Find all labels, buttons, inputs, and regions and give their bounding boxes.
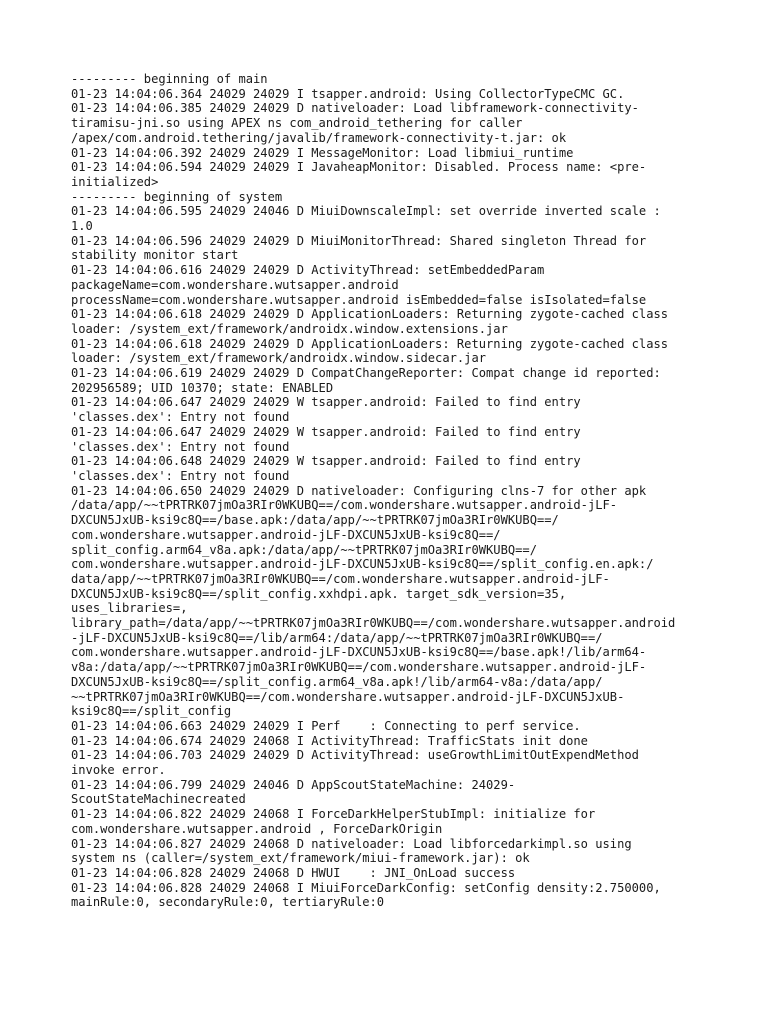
- log-line: initialized>: [71, 174, 159, 189]
- log-line: /apex/com.android.tethering/javalib/framework-connectivity-t.jar: ok: [71, 130, 567, 145]
- log-line: processName=com.wondershare.wutsapper.android isEmbedded=false isIsolated=false: [71, 292, 647, 307]
- log-line: 01-23 14:04:06.828 24029 24068 I MiuiForceDarkConfig: setConfig density:2.750000,: [71, 880, 661, 895]
- log-line: 01-23 14:04:06.385 24029 24029 D nativeloader: Load libframework-connectivity-: [71, 101, 639, 116]
- log-line: packageName=com.wondershare.wutsapper.android: [71, 277, 399, 292]
- log-line: 'classes.dex': Entry not found: [71, 410, 290, 425]
- log-line: data/app/~~tPRTRK07jmOa3RIr0WKUBQ==/com.wondershare.wutsapper.android-jLF-: [71, 571, 610, 586]
- log-line: 'classes.dex': Entry not found: [71, 439, 290, 454]
- log-line: DXCUN5JxUB-ksi9c8Q==/base.apk:/data/app/~~tPRTRK07jmOa3RIr0WKUBQ==/: [71, 513, 559, 528]
- log-line: 01-23 14:04:06.616 24029 24029 D ActivityThread: setEmbeddedParam: [71, 263, 545, 278]
- log-line: 'classes.dex': Entry not found: [71, 468, 290, 483]
- log-line: -jLF-DXCUN5JxUB-ksi9c8Q==/lib/arm64:/data/app/~~tPRTRK07jmOa3RIr0WKUBQ==/: [71, 630, 603, 645]
- log-line: loader: /system_ext/framework/androidx.window.extensions.jar: [71, 321, 508, 336]
- log-line: --------- beginning of main: [71, 72, 268, 86]
- log-line: 01-23 14:04:06.595 24029 24046 D MiuiDownscaleImpl: set override inverted scale :: [71, 204, 661, 219]
- log-line: --------- beginning of system: [71, 189, 283, 204]
- log-line: 01-23 14:04:06.828 24029 24068 D HWUI : JNI_OnLoad success: [71, 865, 516, 880]
- log-line: 01-23 14:04:06.647 24029 24029 W tsapper.android: Failed to find entry: [71, 395, 581, 410]
- log-line: 01-23 14:04:06.594 24029 24029 I JavaheapMonitor: Disabled. Process name: <pre-: [71, 160, 647, 175]
- log-line: 01-23 14:04:06.703 24029 24029 D ActivityThread: useGrowthLimitOutExpendMethod: [71, 748, 639, 763]
- log-line: v8a:/data/app/~~tPRTRK07jmOa3RIr0WKUBQ==/com.wondershare.wutsapper.android-jLF-: [71, 660, 647, 675]
- log-line: library_path=/data/app/~~tPRTRK07jmOa3RIr0WKUBQ==/com.wondershare.wutsapper.android: [71, 616, 676, 631]
- log-text-block: [71, 72, 711, 910]
- log-line: split_config.arm64_v8a.apk:/data/app/~~tPRTRK07jmOa3RIr0WKUBQ==/: [71, 542, 537, 557]
- log-line: 01-23 14:04:06.392 24029 24029 I MessageMonitor: Load libmiui_runtime: [71, 145, 574, 160]
- log-line: ksi9c8Q==/split_config: [71, 704, 232, 719]
- log-line: com.wondershare.wutsapper.android , ForceDarkOrigin: [71, 821, 443, 836]
- log-line: /data/app/~~tPRTRK07jmOa3RIr0WKUBQ==/com.wondershare.wutsapper.android-jLF-: [71, 498, 618, 513]
- log-line: 01-23 14:04:06.674 24029 24068 I ActivityThread: TrafficStats init done: [71, 733, 588, 748]
- log-line: 01-23 14:04:06.618 24029 24029 D ApplicationLoaders: Returning zygote-cached class: [71, 307, 669, 322]
- log-line: system ns (caller=/system_ext/framework/miui-framework.jar): ok: [71, 851, 530, 866]
- log-line: 01-23 14:04:06.822 24029 24068 I ForceDarkHelperStubImpl: initialize for: [71, 807, 596, 822]
- log-line: com.wondershare.wutsapper.android-jLF-DXCUN5JxUB-ksi9c8Q==/: [71, 527, 501, 542]
- log-line: loader: /system_ext/framework/androidx.window.sidecar.jar: [71, 351, 487, 366]
- log-line: invoke error.: [71, 763, 166, 778]
- log-line: 01-23 14:04:06.619 24029 24029 D CompatChangeReporter: Compat change id reported:: [71, 366, 661, 381]
- log-line: 01-23 14:04:06.618 24029 24029 D ApplicationLoaders: Returning zygote-cached class: [71, 336, 669, 351]
- log-line: 01-23 14:04:06.827 24029 24068 D nativeloader: Load libforcedarkimpl.so using: [71, 836, 632, 851]
- log-line: 01-23 14:04:06.364 24029 24029 I tsapper.android: Using CollectorTypeCMC GC.: [71, 86, 625, 101]
- log-line: 01-23 14:04:06.650 24029 24029 D nativeloader: Configuring clns-7 for other apk: [71, 483, 647, 498]
- log-line: ScoutStateMachinecreated: [71, 792, 246, 807]
- log-line: 01-23 14:04:06.648 24029 24029 W tsapper.android: Failed to find entry: [71, 454, 581, 469]
- log-line: 1.0: [71, 219, 93, 234]
- log-line: com.wondershare.wutsapper.android-jLF-DXCUN5JxUB-ksi9c8Q==/split_config.en.apk:/: [71, 557, 654, 572]
- log-line: ~~tPRTRK07jmOa3RIr0WKUBQ==/com.wondershare.wutsapper.android-jLF-DXCUN5JxUB-: [71, 689, 625, 704]
- log-line: tiramisu-jni.so using APEX ns com_android_tethering for caller: [71, 116, 523, 131]
- log-line: 202956589; UID 10370; state: ENABLED: [71, 380, 334, 395]
- log-line: 01-23 14:04:06.663 24029 24029 I Perf : Connecting to perf service.: [71, 718, 581, 733]
- log-line: 01-23 14:04:06.596 24029 24029 D MiuiMonitorThread: Shared singleton Thread for: [71, 233, 647, 248]
- log-line: 01-23 14:04:06.647 24029 24029 W tsapper.android: Failed to find entry: [71, 424, 581, 439]
- log-line: mainRule:0, secondaryRule:0, tertiaryRule:0: [71, 895, 385, 910]
- log-line: 01-23 14:04:06.799 24029 24046 D AppScoutStateMachine: 24029-: [71, 777, 516, 792]
- log-line: uses_libraries=,: [71, 601, 188, 616]
- log-line: com.wondershare.wutsapper.android-jLF-DXCUN5JxUB-ksi9c8Q==/base.apk!/lib/arm64-: [71, 645, 647, 660]
- log-line: DXCUN5JxUB-ksi9c8Q==/split_config.xxhdpi.apk. target_sdk_version=35,: [71, 586, 567, 601]
- log-line: stability monitor start: [71, 248, 239, 263]
- log-line: DXCUN5JxUB-ksi9c8Q==/split_config.arm64_v8a.apk!/lib/arm64-v8a:/data/app/: [71, 674, 603, 689]
